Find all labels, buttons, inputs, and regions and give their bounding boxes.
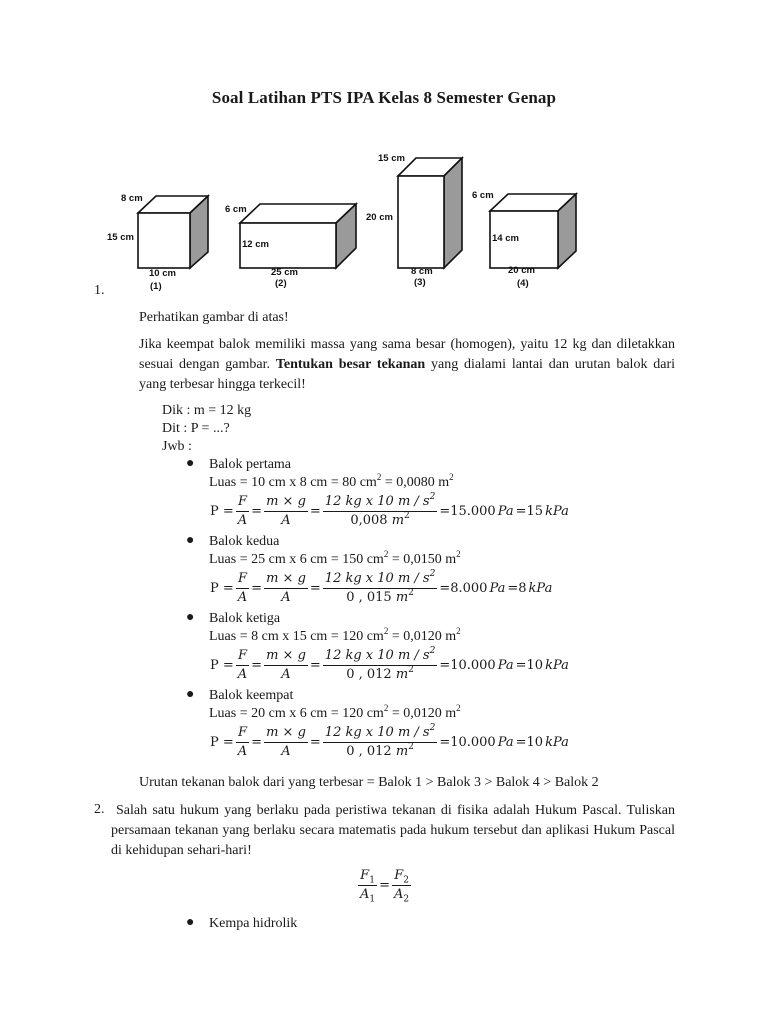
item-4-luas: Luas = 20 cm x 6 cm = 120 $cm^2 = 0,0120$ $m^2$ xyxy=(209,703,461,721)
block-3-bottom-label: 8 cm xyxy=(411,266,433,277)
bullet-1: ● xyxy=(186,456,195,471)
question-1-number: 1. xyxy=(94,283,105,298)
item-2-name: Balok kedua xyxy=(209,534,280,549)
question-1-bold: Tentukan besar tekanan xyxy=(275,357,426,372)
item-4-formula: P = $\frac{F}{A}$ = $\frac{m \times g}{A}$ = $\frac{12 kg x 10 m / s^2}{0 , 012 m^2}$ =10.000 Pa =10 kPa xyxy=(210,722,569,759)
bullet-4: ● xyxy=(186,687,195,702)
block-4-number: (4) xyxy=(517,278,529,289)
block-3-number: (3) xyxy=(414,277,426,288)
block-1-front xyxy=(138,213,190,268)
block-2-number: (2) xyxy=(275,278,287,289)
block-4-side-label: 14 cm xyxy=(492,233,519,244)
block-1-side-label: 15 cm xyxy=(107,232,134,243)
block-1-top-label: 8 cm xyxy=(121,193,143,204)
item-1-formula: P = $\frac{F}{A}$ = $\frac{m \times g}{A}$ = $\frac{12 kg x 10 m / s^2}{0,008 m^2}$ =15.000 Pa =15 kPa xyxy=(210,491,569,528)
block-4-bottom-label: 20 cm xyxy=(508,265,535,276)
block-3-top-label: 15 cm xyxy=(378,153,405,164)
block-3-side-label: 20 cm xyxy=(366,212,393,223)
item-3-name: Balok ketiga xyxy=(209,611,281,626)
dit: Dit : P = ...? xyxy=(162,421,230,436)
block-1-number: (1) xyxy=(150,281,162,292)
question-2-text: Salah satu hukum yang berlaku pada peristiwa tekanan di fisika adalah Hukum Pascal. Tuliskan persamaan tekanan yang berlaku secara matematis pada hukum tersebut dan aplikasi Hukum Pascal di kehidupan sehari-hari! xyxy=(111,803,675,858)
question-1-intro: Perhatikan gambar di atas! xyxy=(139,310,289,325)
question-2-bullet-item: Kempa hidrolik xyxy=(209,916,298,931)
block-3-front xyxy=(398,176,444,268)
item-2-luas: Luas = 25 cm x 6 cm = 150 $cm^2 = 0,0150$ $m^2$ xyxy=(209,549,461,567)
item-4-name: Balok keempat xyxy=(209,688,294,703)
block-4-top-label: 6 cm xyxy=(472,190,494,201)
dik: Dik : m = 12 kg xyxy=(162,403,252,418)
bullet-2: ● xyxy=(186,533,195,548)
block-3-side xyxy=(444,158,462,268)
block-1-bottom-label: 10 cm xyxy=(149,268,176,279)
page-title: Soal Latihan PTS IPA Kelas 8 Semester Genap xyxy=(211,88,557,107)
question-1-text: Jika keempat balok memiliki massa yang sama besar (homogen), yaitu 12 kg dan diletakkan sesuai dengan gambar. Tentukan besar tekanan yang dialami lantai dan urutan balok dari yang terbesar hingga terkecil! xyxy=(139,337,676,392)
item-2-formula: P = $\frac{F}{A}$ = $\frac{m \times g}{A}$ = $\frac{12 kg x 10 m / s^2}{0 , 015 m^2}$ =8.000 Pa =8 kPa xyxy=(210,568,553,605)
pascal-formula: $\frac{F_1}{A_1}$ = $\frac{F_2}{A_2}$ xyxy=(360,867,410,905)
block-2-top-label: 6 cm xyxy=(225,204,247,215)
blocks-figure xyxy=(100,148,660,298)
item-1-luas: Luas = 10 cm x 8 cm = 80 $cm^2 = 0,0080$ $m^2$ xyxy=(209,472,454,490)
question-1-conclusion: Urutan tekanan balok dari yang terbesar = Balok 1 > Balok 3 > Balok 4 > Balok 2 xyxy=(139,775,599,790)
bullet-q2: ● xyxy=(186,915,195,930)
item-3-luas: Luas = 8 cm x 15 cm = 120 $cm^2 = 0,0120$ $m^2$ xyxy=(209,626,461,644)
jwb: Jwb : xyxy=(162,439,192,454)
question-2-number: 2. xyxy=(94,802,105,817)
block-2-bottom-label: 25 cm xyxy=(271,267,298,278)
block-2-side-label: 12 cm xyxy=(242,239,269,250)
bullet-3: ● xyxy=(186,610,195,625)
item-3-formula: P = $\frac{F}{A}$ = $\frac{m \times g}{A}$ = $\frac{12 kg x 10 m / s^2}{0 , 012 m^2}$ =10.000 Pa =10 kPa xyxy=(210,645,569,682)
item-1-name: Balok pertama xyxy=(209,457,292,472)
